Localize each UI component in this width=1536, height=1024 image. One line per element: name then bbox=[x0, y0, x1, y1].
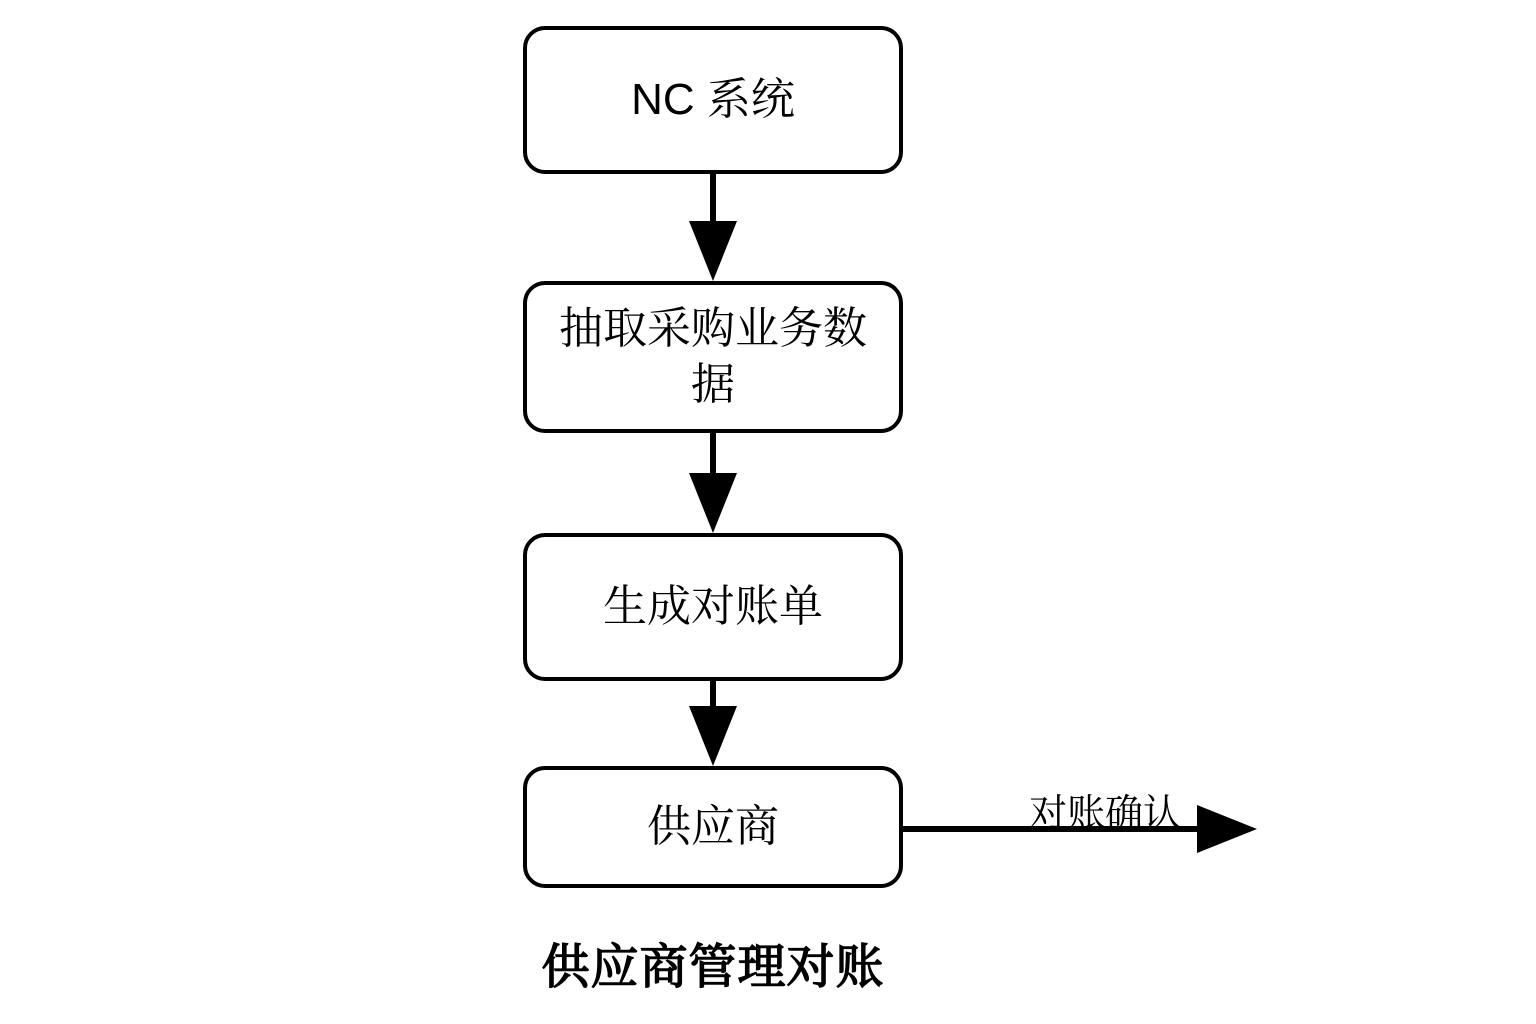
edge-label-reconciliation-confirm: 对账确认 bbox=[1028, 793, 1181, 835]
node-supplier[interactable] bbox=[523, 766, 903, 888]
node-nc-system[interactable] bbox=[523, 26, 903, 174]
diagram-caption: 供应商管理对账 bbox=[541, 941, 885, 994]
node-extract-purchase-data[interactable] bbox=[523, 281, 903, 433]
node-generate-statement[interactable] bbox=[523, 533, 903, 681]
node-supplier-label: 供应商 bbox=[647, 801, 779, 851]
node-nc-system-label: NC 系统 bbox=[631, 74, 795, 124]
node-extract-purchase-data-label: 抽取采购业务数据 bbox=[559, 303, 867, 409]
node-generate-statement-label: 生成对账单 bbox=[603, 581, 823, 631]
